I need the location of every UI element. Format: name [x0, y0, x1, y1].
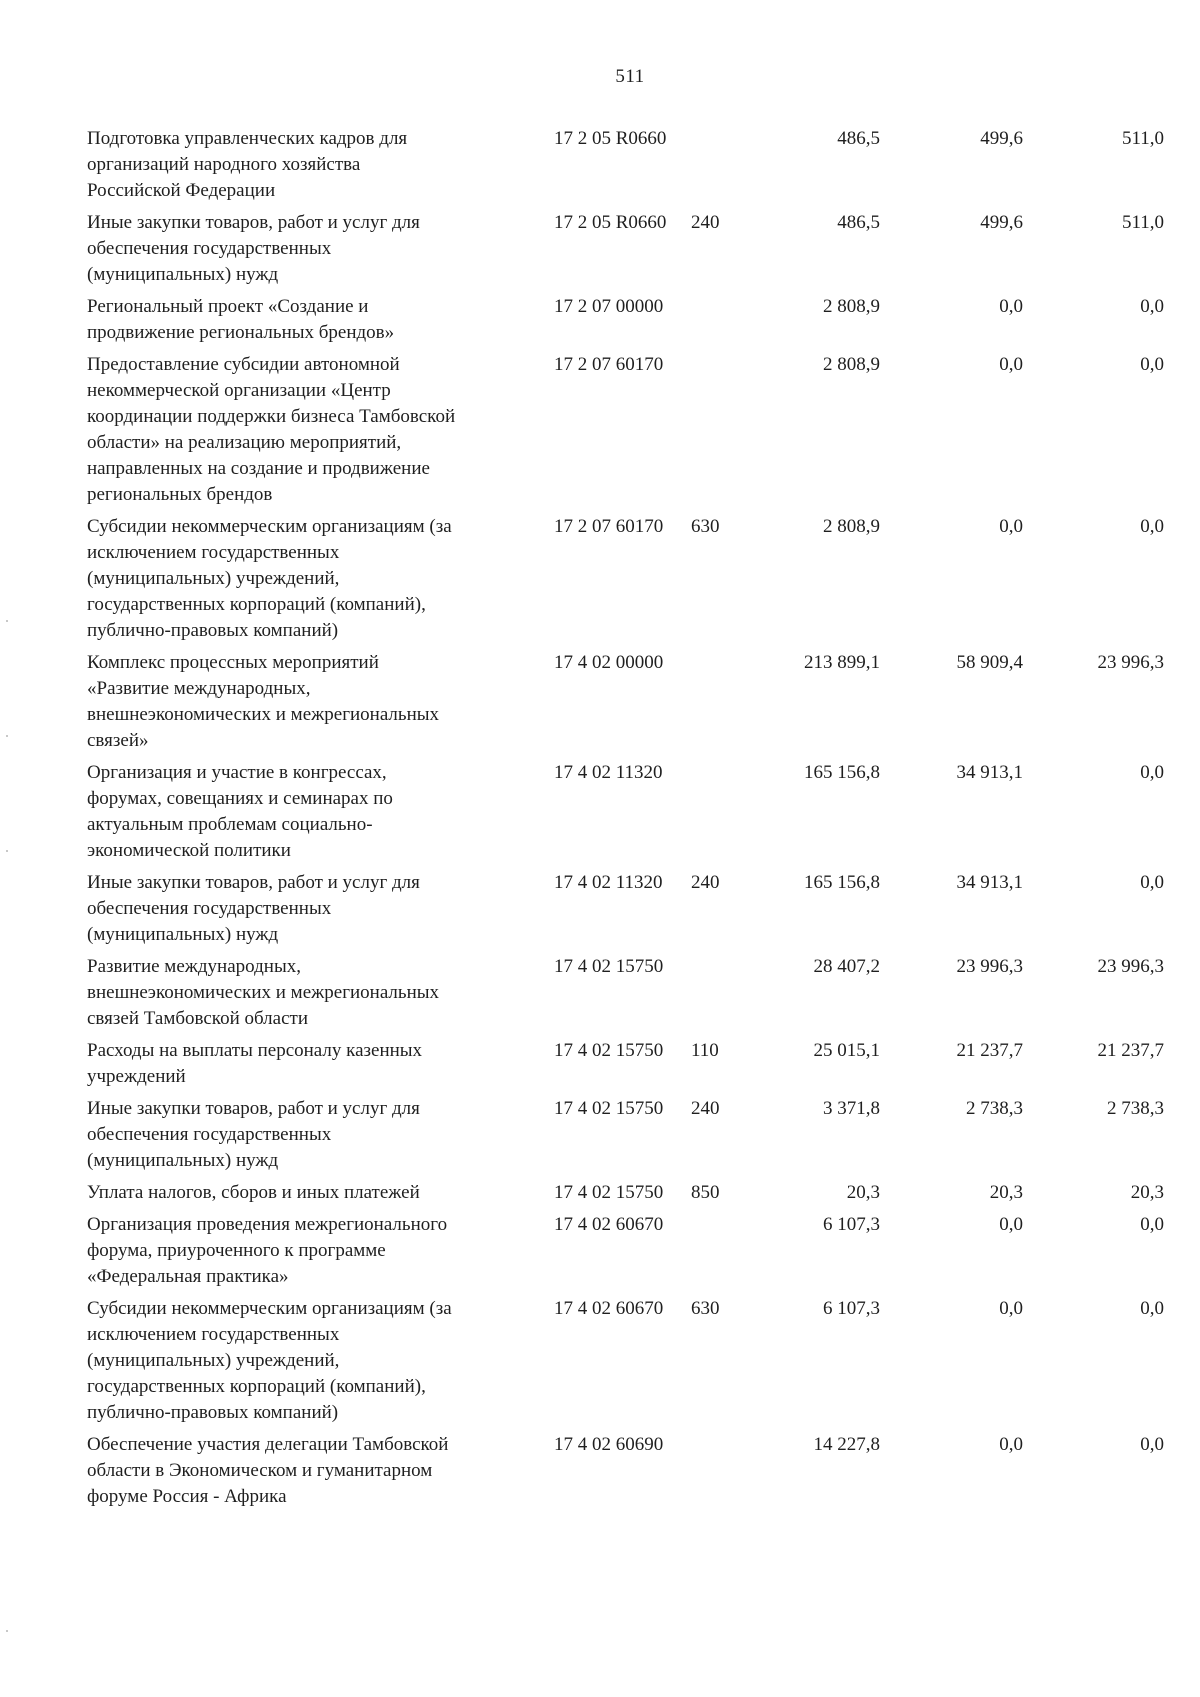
row-expense-kind: 630	[691, 516, 720, 537]
row-amount-3: 2 738,3	[1107, 1098, 1164, 1119]
budget-table	[87, 126, 1164, 1516]
row-expense-kind	[691, 1212, 763, 1296]
row-name-line: Иные закупки товаров, работ и услуг для	[87, 872, 420, 893]
row-expense-kind	[691, 954, 763, 1038]
row-expense-kind: 240	[691, 872, 720, 893]
table-row	[87, 294, 1164, 352]
row-name-line: Иные закупки товаров, работ и услуг для	[87, 1098, 420, 1119]
row-name-line: государственных корпораций (компаний),	[87, 594, 426, 615]
row-amount-2: 499,6	[980, 212, 1023, 233]
row-amount-3: 511,0	[1121, 128, 1164, 149]
table-row	[87, 650, 1164, 760]
row-amount-1: 25 015,1	[813, 1040, 880, 1061]
row-expense-kind	[691, 760, 763, 870]
row-expense-kind: 240	[691, 212, 720, 233]
row-name-line: Российской Федерации	[87, 180, 276, 201]
row-name-line: форумах, совещаниях и семинарах по	[87, 788, 393, 809]
row-name-line: форума, приуроченного к программе	[87, 1240, 386, 1261]
row-name-line: (муниципальных) нужд	[87, 264, 279, 285]
row-amount-3: 21 237,7	[1097, 1040, 1164, 1061]
row-expense-kind	[691, 294, 763, 352]
row-amount-3: 0,0	[1140, 516, 1164, 537]
row-name-line: области в Экономическом и гуманитарном	[87, 1460, 433, 1481]
row-amount-3: 0,0	[1140, 1298, 1164, 1319]
table-row	[87, 1038, 1164, 1096]
row-code: 17 2 05 R0660	[554, 128, 667, 149]
row-expense-kind	[691, 126, 763, 210]
row-amount-2: 58 909,4	[956, 652, 1023, 673]
row-name-line: обеспечения государственных	[87, 238, 332, 259]
row-amount-1: 486,5	[837, 212, 880, 233]
row-name	[87, 1096, 554, 1180]
table-row	[87, 126, 1164, 210]
row-code: 17 4 02 15750	[554, 1040, 664, 1061]
row-name-line: продвижение региональных брендов»	[87, 322, 395, 343]
scan-artifact	[6, 1630, 8, 1632]
row-name	[87, 294, 554, 352]
row-name-line: региональных брендов	[87, 484, 273, 505]
row-amount-1: 3 371,8	[823, 1098, 880, 1119]
row-amount-2: 23 996,3	[956, 956, 1023, 977]
row-name	[87, 954, 554, 1038]
row-name-line: внешнеэкономических и межрегиональных	[87, 704, 440, 725]
row-name-line: «Развитие международных,	[87, 678, 311, 699]
row-code: 17 4 02 60670	[554, 1214, 664, 1235]
row-name	[87, 210, 554, 294]
row-name-line: Подготовка управленческих кадров для	[87, 128, 408, 149]
row-name-line: Расходы на выплаты персоналу казенных	[87, 1040, 423, 1061]
row-name	[87, 352, 554, 514]
row-name-line: «Федеральная практика»	[87, 1266, 289, 1287]
row-amount-3: 511,0	[1121, 212, 1164, 233]
row-name-line: обеспечения государственных	[87, 898, 332, 919]
row-name-line: Региональный проект «Создание и	[87, 296, 369, 317]
scan-artifact	[6, 850, 8, 852]
table-row	[87, 954, 1164, 1038]
row-amount-2: 2 738,3	[966, 1098, 1023, 1119]
row-name-line: Субсидии некоммерческим организациям (за	[87, 516, 452, 537]
row-expense-kind: 630	[691, 1298, 720, 1319]
table-row	[87, 210, 1164, 294]
row-expense-kind: 240	[691, 1098, 720, 1119]
row-name	[87, 1180, 554, 1212]
row-name-line: исключением государственных	[87, 1324, 340, 1345]
row-name-line: публично-правовых компаний)	[87, 1402, 339, 1423]
row-code: 17 4 02 60690	[554, 1434, 664, 1455]
row-name-line: Развитие международных,	[87, 956, 301, 977]
row-amount-2: 499,6	[980, 128, 1023, 149]
row-amount-1: 165 156,8	[804, 762, 880, 783]
row-amount-2: 0,0	[999, 354, 1023, 375]
row-amount-3: 0,0	[1140, 296, 1164, 317]
row-amount-3: 0,0	[1140, 1434, 1164, 1455]
scan-artifact	[6, 735, 8, 737]
row-name-line: Субсидии некоммерческим организациям (за	[87, 1298, 452, 1319]
row-name	[87, 870, 554, 954]
row-amount-1: 6 107,3	[823, 1298, 880, 1319]
table-row	[87, 870, 1164, 954]
row-amount-3: 23 996,3	[1097, 652, 1164, 673]
row-code: 17 4 02 11320	[554, 762, 663, 783]
row-amount-2: 0,0	[999, 1298, 1023, 1319]
row-name-line: направленных на создание и продвижение	[87, 458, 430, 479]
row-name	[87, 760, 554, 870]
row-code: 17 2 05 R0660	[554, 212, 667, 233]
row-code: 17 4 02 11320	[554, 872, 663, 893]
row-name-line: Иные закупки товаров, работ и услуг для	[87, 212, 420, 233]
row-amount-1: 20,3	[846, 1182, 880, 1203]
row-name	[87, 1432, 554, 1516]
row-name-line: Обеспечение участия делегации Тамбовской	[87, 1434, 449, 1455]
row-amount-2: 20,3	[989, 1182, 1023, 1203]
row-amount-3: 0,0	[1140, 1214, 1164, 1235]
row-amount-1: 14 227,8	[813, 1434, 880, 1455]
row-expense-kind	[691, 1432, 763, 1516]
row-name-line: Комплекс процессных мероприятий	[87, 652, 379, 673]
row-name	[87, 650, 554, 760]
row-amount-2: 21 237,7	[956, 1040, 1023, 1061]
row-amount-2: 0,0	[999, 1214, 1023, 1235]
row-amount-1: 2 808,9	[823, 296, 880, 317]
row-code: 17 2 07 00000	[554, 296, 664, 317]
row-amount-1: 6 107,3	[823, 1214, 880, 1235]
page-number: 511	[615, 66, 645, 87]
row-amount-1: 2 808,9	[823, 354, 880, 375]
row-amount-1: 486,5	[837, 128, 880, 149]
row-amount-1: 213 899,1	[804, 652, 880, 673]
row-amount-2: 0,0	[999, 516, 1023, 537]
row-name-line: форуме Россия - Африка	[87, 1486, 287, 1507]
table-body	[87, 126, 1164, 1516]
row-expense-kind	[691, 650, 763, 760]
row-amount-2: 0,0	[999, 1434, 1023, 1455]
row-expense-kind	[691, 352, 763, 514]
row-name-line: учреждений	[87, 1066, 186, 1087]
row-name-line: Уплата налогов, сборов и иных платежей	[87, 1182, 420, 1203]
table-row	[87, 1432, 1164, 1516]
row-amount-2: 0,0	[999, 296, 1023, 317]
table-row	[87, 514, 1164, 650]
table-row	[87, 1212, 1164, 1296]
table-row	[87, 1180, 1164, 1212]
row-name-line: координации поддержки бизнеса Тамбовской	[87, 406, 456, 427]
row-expense-kind: 850	[691, 1182, 720, 1203]
row-code: 17 2 07 60170	[554, 516, 664, 537]
scan-artifact	[6, 620, 8, 622]
row-amount-2: 34 913,1	[956, 872, 1023, 893]
table-row	[87, 1096, 1164, 1180]
row-name-line: актуальным проблемам социально-	[87, 814, 373, 835]
table-row	[87, 760, 1164, 870]
table-row	[87, 352, 1164, 514]
row-amount-3: 0,0	[1140, 354, 1164, 375]
row-name-line: организаций народного хозяйства	[87, 154, 361, 175]
row-amount-2: 34 913,1	[956, 762, 1023, 783]
row-name-line: связей Тамбовской области	[87, 1008, 308, 1029]
row-code: 17 4 02 15750	[554, 956, 664, 977]
row-name-line: (муниципальных) нужд	[87, 924, 279, 945]
row-name-line: Организация проведения межрегионального	[87, 1214, 448, 1235]
row-code: 17 4 02 15750	[554, 1098, 664, 1119]
row-name-line: обеспечения государственных	[87, 1124, 332, 1145]
row-name-line: связей»	[87, 730, 149, 751]
row-code: 17 4 02 60670	[554, 1298, 664, 1319]
row-name-line: Организация и участие в конгрессах,	[87, 762, 387, 783]
row-name-line: некоммерческой организации «Центр	[87, 380, 391, 401]
row-name-line: (муниципальных) учреждений,	[87, 568, 340, 589]
row-name-line: Предоставление субсидии автономной	[87, 354, 400, 375]
row-name	[87, 514, 554, 650]
row-name-line: (муниципальных) нужд	[87, 1150, 279, 1171]
row-name	[87, 1296, 554, 1432]
row-amount-3: 23 996,3	[1097, 956, 1164, 977]
row-amount-1: 165 156,8	[804, 872, 880, 893]
row-code: 17 2 07 60170	[554, 354, 664, 375]
row-expense-kind: 110	[691, 1040, 719, 1061]
row-name-line: исключением государственных	[87, 542, 340, 563]
row-name-line: государственных корпораций (компаний),	[87, 1376, 426, 1397]
row-amount-3: 20,3	[1130, 1182, 1164, 1203]
row-code: 17 4 02 00000	[554, 652, 664, 673]
row-amount-1: 2 808,9	[823, 516, 880, 537]
row-name-line: области» на реализацию мероприятий,	[87, 432, 402, 453]
row-amount-1: 28 407,2	[813, 956, 880, 977]
row-name-line: внешнеэкономических и межрегиональных	[87, 982, 440, 1003]
row-name	[87, 1038, 554, 1096]
row-name	[87, 1212, 554, 1296]
row-name	[87, 126, 554, 210]
row-name-line: экономической политики	[87, 840, 291, 861]
row-amount-3: 0,0	[1140, 762, 1164, 783]
row-name-line: (муниципальных) учреждений,	[87, 1350, 340, 1371]
table-row	[87, 1296, 1164, 1432]
row-code: 17 4 02 15750	[554, 1182, 664, 1203]
row-name-line: публично-правовых компаний)	[87, 620, 339, 641]
row-amount-3: 0,0	[1140, 872, 1164, 893]
